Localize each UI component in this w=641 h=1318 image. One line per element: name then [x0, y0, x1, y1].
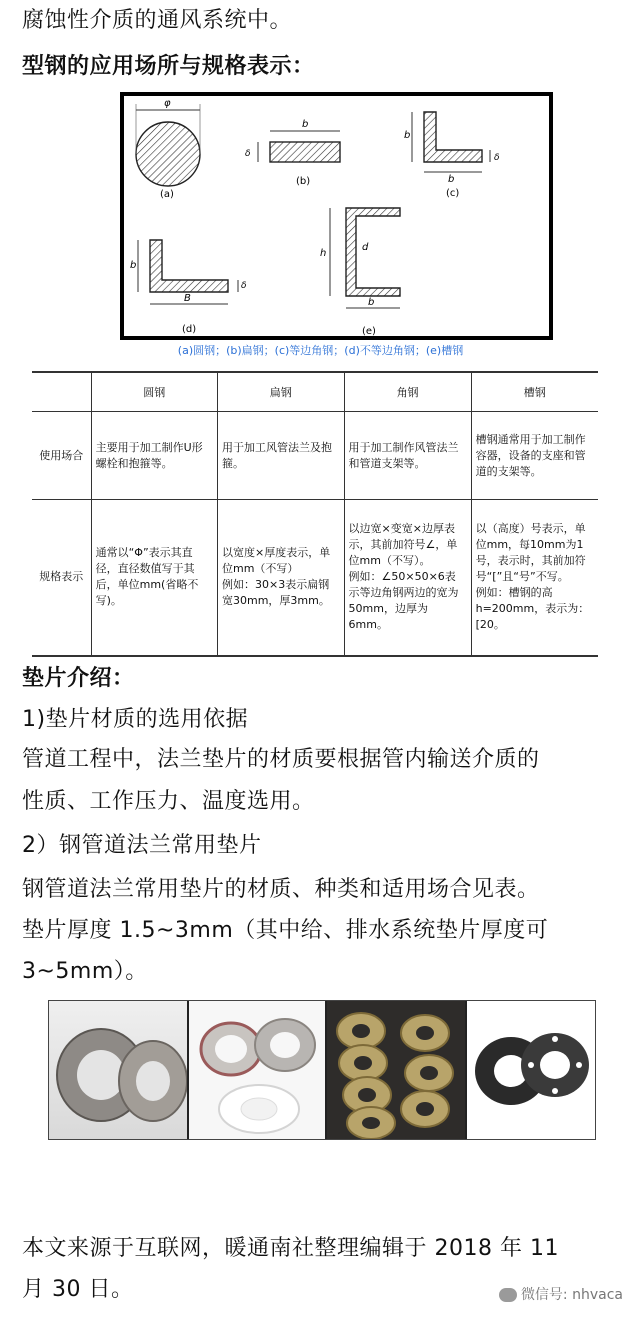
svg-text:b: b — [404, 130, 411, 141]
flat-steel-profile — [245, 119, 340, 187]
svg-text:(c): (c) — [446, 188, 460, 199]
equal-angle-profile — [404, 112, 500, 199]
table-cell: 以宽度×厚度表示，单位mm（不写） 例如：30×3表示扁钢宽30mm，厚3mm。 — [217, 500, 344, 656]
table-cell: 以边宽×变宽×边厚表示，其前加符号∠，单位mm（不写）。 例如：∠50×50×6表示等边角钢两边的宽为50mm，边厚为6mm。 — [344, 500, 471, 656]
brass-washer-photo — [327, 1001, 467, 1139]
table-row-head: 规格表示 — [32, 500, 91, 656]
table-row — [32, 412, 598, 500]
subheading-1: 1)垫片材质的选用依据 — [22, 707, 249, 732]
paragraph-2-line-2: 垫片厚度 1.5~3mm（其中给、排水系统垫片厚度可 — [22, 918, 549, 943]
svg-text:δ: δ — [494, 153, 500, 163]
table-header-cell — [32, 372, 91, 412]
svg-text:(a): (a) — [160, 189, 174, 200]
channel-steel-profile — [320, 208, 400, 336]
metal-gasket-photo — [49, 1001, 189, 1139]
table-cell: 以（高度）号表示，单位mm，每10mm为1号，表示时，其前加符号“[”且“号”不写。 例如：槽钢的高h=200mm，表示为：[20。 — [471, 500, 598, 656]
svg-text:(b): (b) — [296, 176, 311, 187]
table-header-cell: 角钢 — [344, 372, 471, 412]
gasket-photos — [48, 1000, 596, 1140]
table-header-cell: 圆钢 — [91, 372, 217, 412]
figure-caption: (a)圆钢；(b)扁钢；(c)等边角钢；(d)不等边角钢；(e)槽钢 — [177, 344, 464, 357]
section-title-steel: 型钢的应用场所与规格表示： — [22, 54, 315, 79]
ptfe-gasket-photo — [189, 1001, 327, 1139]
svg-text:h: h — [320, 248, 327, 259]
section-title-gasket: 垫片介绍： — [22, 666, 135, 691]
svg-text:(e): (e) — [362, 326, 376, 336]
table-row — [32, 500, 598, 656]
steel-profiles-figure — [120, 92, 553, 340]
source-line-1: 本文来源于互联网，暖通南社整理编辑于 2018 年 11 — [22, 1236, 559, 1261]
wechat-icon — [499, 1288, 517, 1302]
svg-text:φ: φ — [164, 98, 171, 109]
table-cell: 主要用于加工制作U形螺栓和抱箍等。 — [91, 412, 217, 500]
source-line-2: 月 30 日。 — [22, 1277, 134, 1302]
svg-text:(d): (d) — [182, 324, 197, 335]
svg-text:δ: δ — [241, 281, 247, 291]
svg-text:B: B — [184, 293, 191, 304]
table-header-cell: 扁钢 — [217, 372, 344, 412]
paragraph-1-line-1: 管道工程中，法兰垫片的材质要根据管内输送介质的 — [22, 747, 540, 772]
table-row-head: 使用场合 — [39, 448, 84, 462]
table-header-row — [32, 372, 598, 412]
rubber-gasket-photo — [467, 1001, 595, 1139]
paragraph-2-line-1: 钢管道法兰常用垫片的材质、种类和适用场合见表。 — [22, 877, 540, 902]
watermark-text: 微信号: nhvaca — [520, 1287, 623, 1303]
intro-line: 腐蚀性介质的通风系统中。 — [22, 8, 293, 33]
unequal-angle-profile — [130, 240, 247, 335]
svg-text:δ: δ — [245, 149, 251, 159]
svg-text:d: d — [362, 242, 369, 253]
paragraph-2-line-3: 3~5mm）。 — [22, 959, 148, 984]
table-header-cell: 槽钢 — [471, 372, 598, 412]
steel-spec-table — [32, 371, 598, 657]
steel-profiles-drawing — [124, 96, 549, 336]
table-cell: 槽钢通常用于加工制作容器，设备的支座和管道的支架等。 — [471, 412, 598, 500]
svg-text:b: b — [302, 119, 309, 130]
wechat-watermark — [499, 1284, 623, 1304]
svg-text:b: b — [368, 297, 375, 308]
svg-text:b: b — [130, 260, 137, 271]
table-cell: 通常以“Φ”表示其直径，直径数值写于其后，单位mm(省略不写)。 — [91, 500, 217, 656]
round-steel-profile — [136, 98, 200, 200]
table-cell: 用于加工风管法兰及抱箍。 — [217, 412, 344, 500]
subheading-2: 2）钢管道法兰常用垫片 — [22, 833, 262, 858]
table-cell: 用于加工制作风管法兰和管道支架等。 — [344, 412, 471, 500]
paragraph-1-line-2: 性质、工作压力、温度选用。 — [22, 789, 315, 814]
svg-text:b: b — [448, 174, 455, 185]
